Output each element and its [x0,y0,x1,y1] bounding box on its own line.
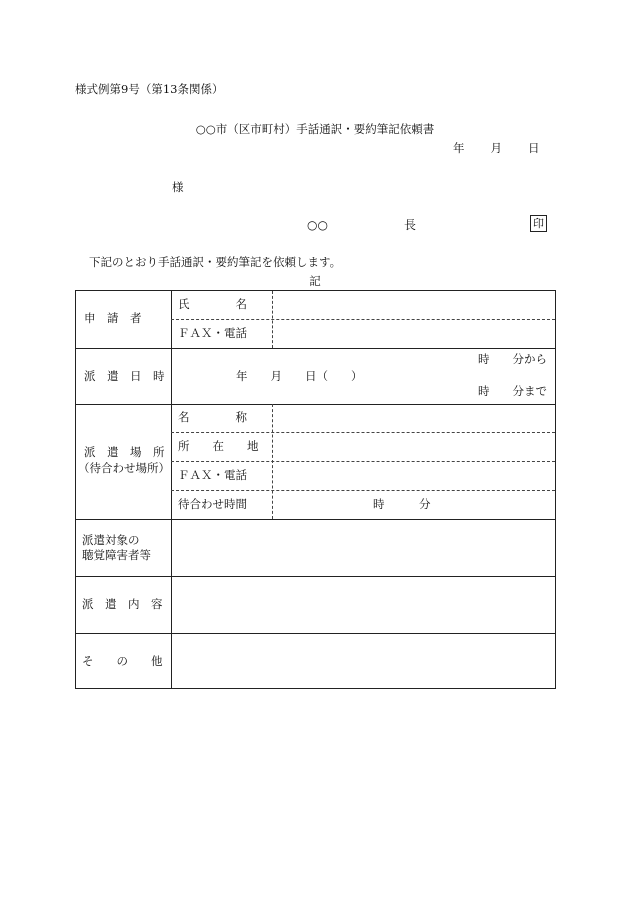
sender-organization: ○○ [307,218,328,232]
dispatch-content-field[interactable] [172,577,555,632]
request-form-table [75,290,556,689]
other-label: そ の 他 [82,654,163,668]
place-address-label: 所 在 地 [178,439,259,453]
dispatch-time-from[interactable]: 時 分から [478,352,547,366]
applicant-label: 申 請 者 [84,311,142,325]
seal-mark: 印 [530,215,547,232]
date-month: 月 [490,141,502,155]
addressee-suffix: 様 [172,180,184,194]
meet-time-label: 待合わせ時間 [178,497,247,511]
place-dashed-row [171,490,555,491]
place-fax-label: ＦＡＸ・電話 [178,468,247,482]
applicant-name-label: 氏 名 [178,297,247,311]
meet-time-value[interactable]: 時 分 [373,497,431,511]
target-person-label: 派遣対象の [82,533,140,547]
place-fax-field[interactable] [273,462,555,489]
applicant-fax-label: ＦＡＸ・電話 [178,326,247,340]
ki-heading: 記 [309,274,321,288]
dispatch-datetime-label: 派 遣 日 時 [84,369,165,383]
place-name-field[interactable] [273,405,555,432]
applicant-fax-field[interactable] [273,320,555,347]
target-person-field[interactable] [172,520,555,575]
request-text: 下記のとおり手話通訳・要約筆記を依頼します。 [89,255,342,269]
other-field[interactable] [172,634,555,688]
form-identifier: 様式例第9号（第13条関係） [75,82,224,96]
dispatch-time-to[interactable]: 時 分まで [478,384,547,398]
place-address-field[interactable] [273,433,555,460]
applicant-name-field[interactable] [273,292,555,319]
dispatch-place-sublabel: （待合わせ場所） [78,461,170,475]
document-title: ○○市（区市町村）手話通訳・要約筆記依頼書 [195,122,435,136]
date-year: 年 [453,141,465,155]
dispatch-date-text[interactable]: 年 月 日（ ） [236,369,363,383]
date-day: 日 [528,141,540,155]
target-person-sublabel: 聴覚障害者等 [82,548,151,562]
place-name-label: 名 称 [178,410,247,424]
dispatch-place-label: 派 遣 場 所 [84,445,165,459]
row-line [76,348,555,349]
dispatch-content-label: 派 遣 内 容 [82,597,163,611]
date-line [453,143,540,155]
sender-title: 長 [404,218,417,232]
